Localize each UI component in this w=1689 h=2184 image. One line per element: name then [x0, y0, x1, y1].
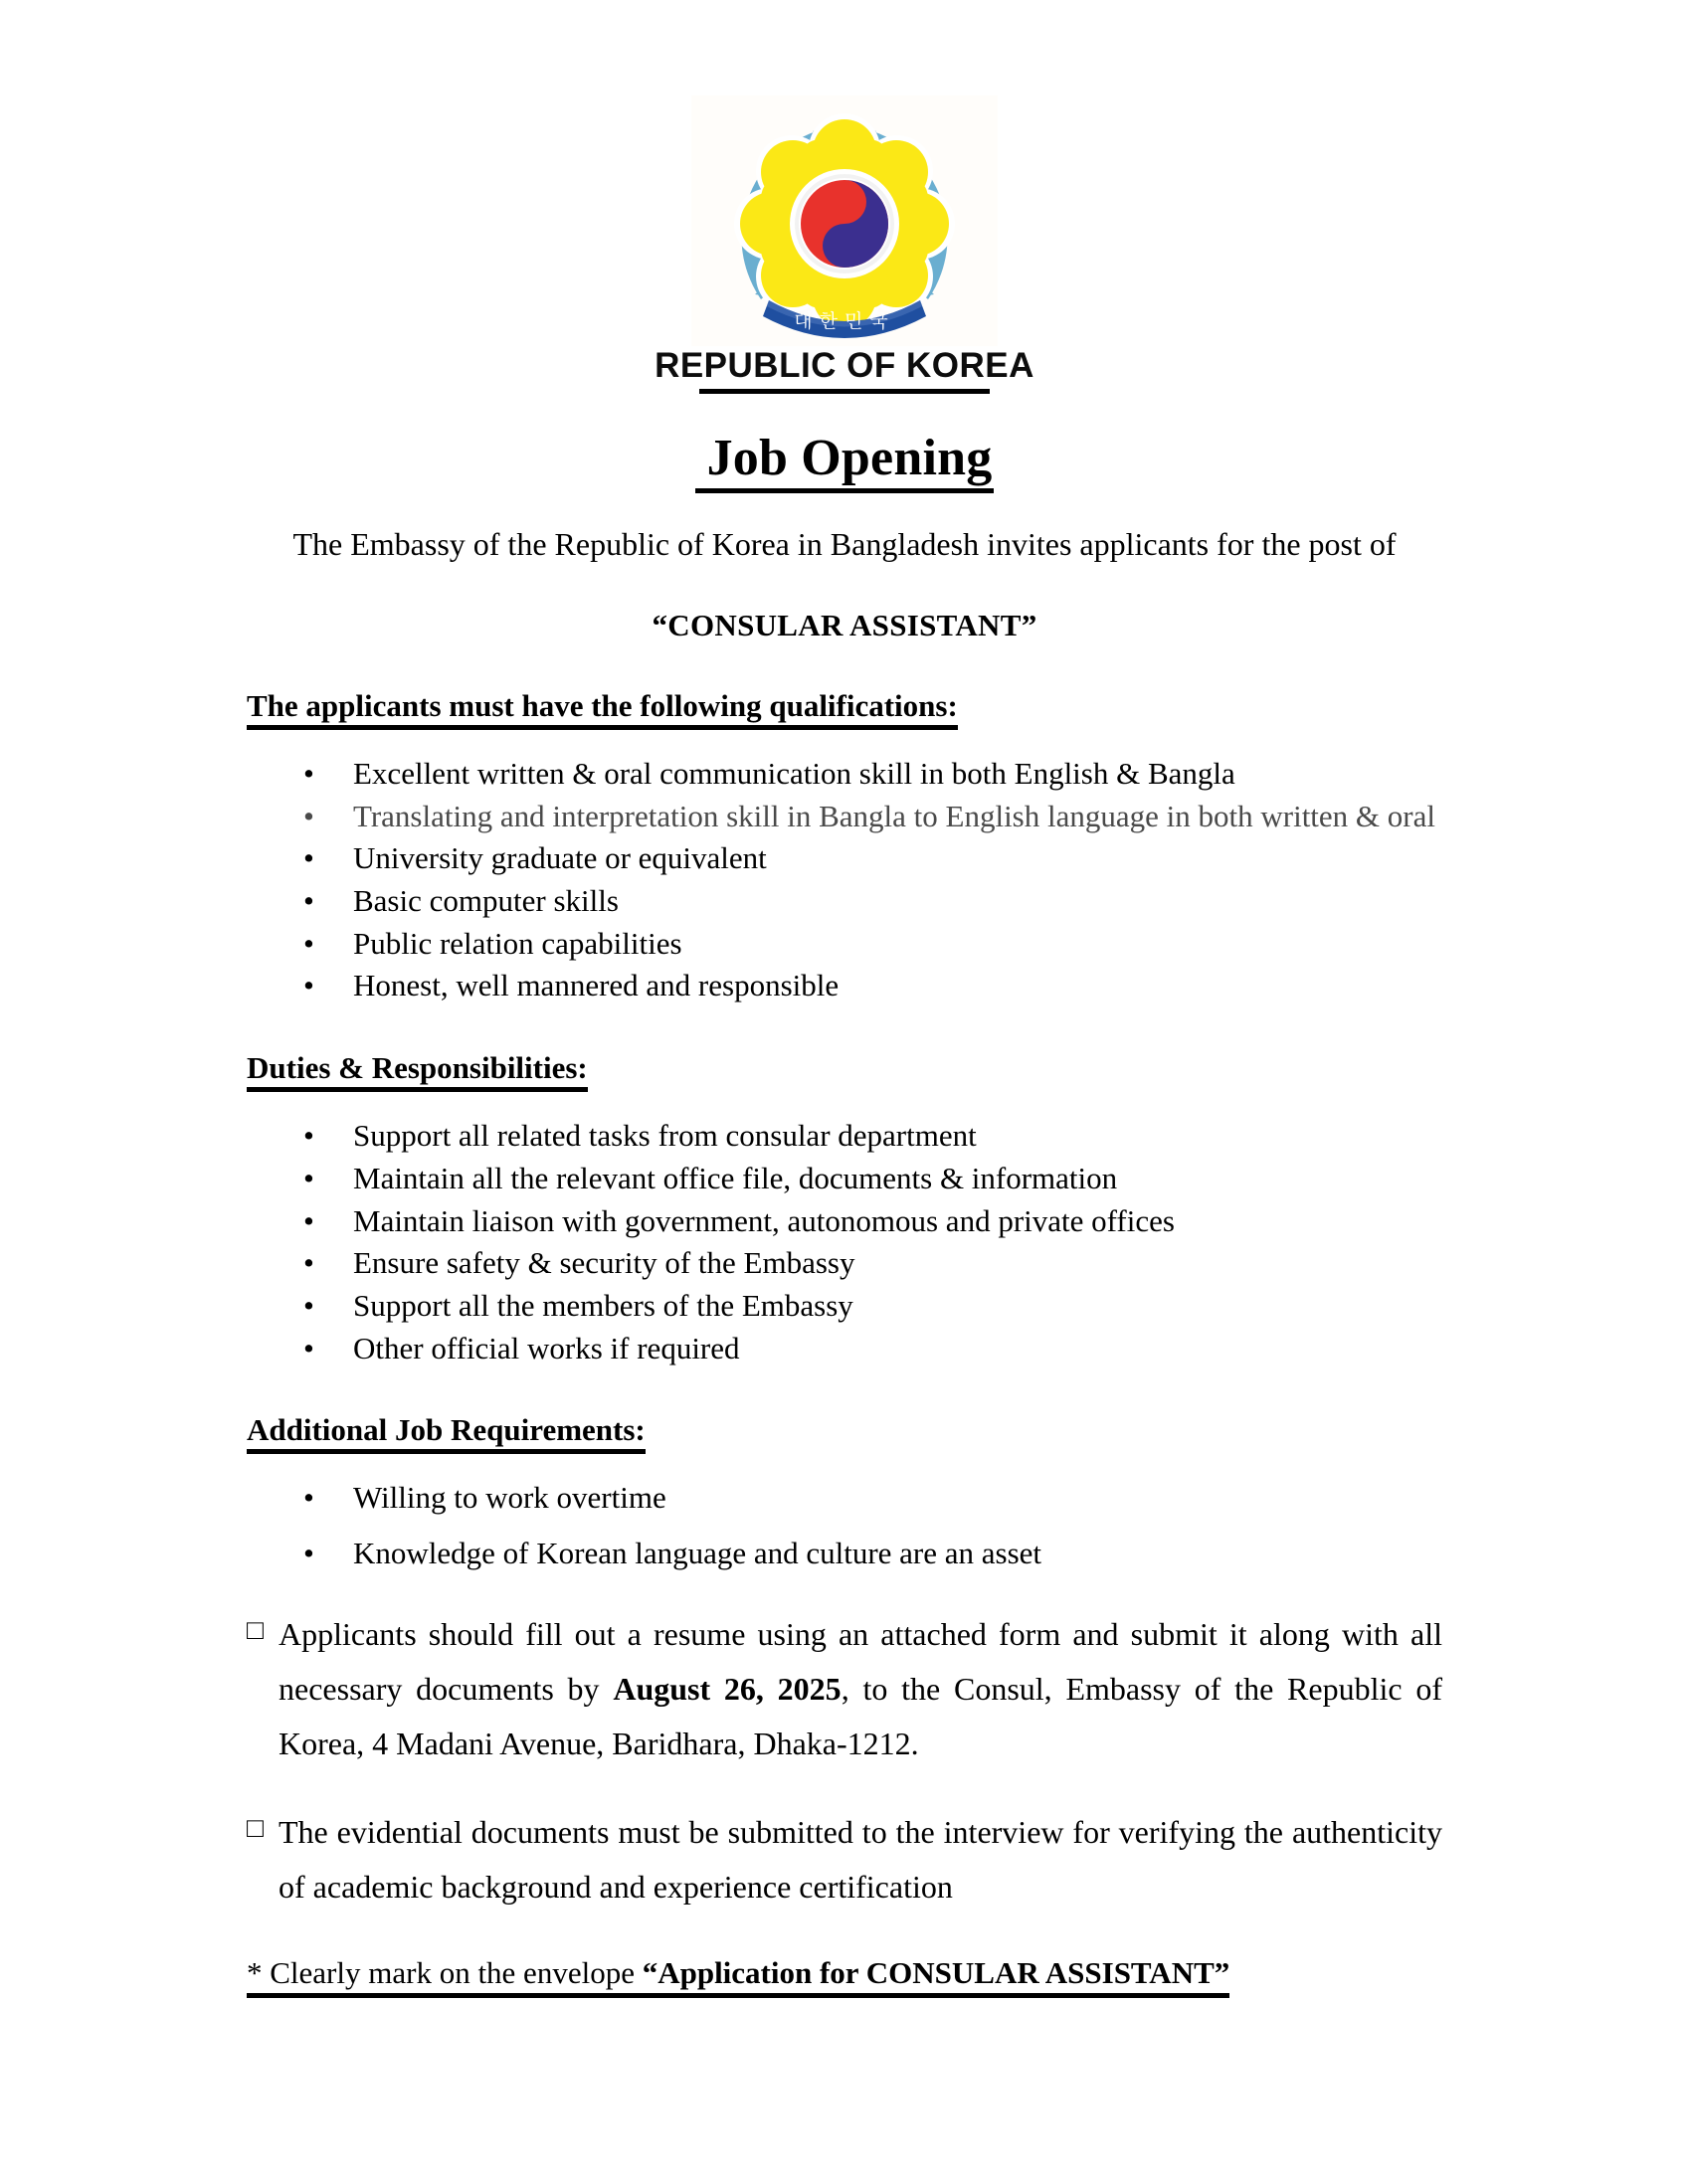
note-text-after: , to the Consul, Embassy of the Republic of Korea, 4 Madani Avenue, Baridhara, Dhaka-1212. — [279, 1670, 1443, 1761]
envelope-note-emphasis: “Application for CONSULAR ASSISTANT” — [642, 1954, 1230, 1990]
note-paragraph-application — [247, 1607, 1442, 1771]
list-item — [247, 924, 1442, 964]
envelope-note-prefix: * Clearly mark on the envelope — [247, 1954, 643, 1990]
bullet-icon: • — [303, 1287, 314, 1323]
list-item — [247, 1286, 1442, 1326]
bullet-icon: • — [303, 840, 314, 876]
list-item-label: Public relation capabilities — [353, 925, 682, 961]
list-item-label: University graduate or equivalent — [353, 840, 767, 876]
note-paragraph-documents — [247, 1805, 1442, 1914]
page-title-text: Job Opening — [695, 430, 995, 493]
list-item — [247, 1116, 1442, 1156]
list-item — [247, 797, 1442, 836]
qualifications-heading-text: The applicants must have the following qualifications: — [247, 688, 958, 730]
document-content — [247, 0, 1442, 1998]
duties-heading-text: Duties & Responsibilities: — [247, 1050, 588, 1092]
bullet-icon: • — [303, 925, 314, 961]
square-bullet-icon: □ — [247, 1812, 264, 1844]
bullet-icon: • — [303, 1118, 314, 1154]
list-item — [247, 1243, 1442, 1283]
bullet-icon: • — [303, 1330, 314, 1365]
list-item-label: Maintain liaison with government, autonomous and private offices — [353, 1202, 1175, 1238]
bullet-icon: • — [303, 968, 314, 1003]
deadline-date: August 26, 2025 — [613, 1670, 842, 1707]
intro-paragraph: The Embassy of the Republic of Korea in Bangladesh invites applicants for the post of — [292, 526, 1397, 563]
bullet-icon: • — [303, 1536, 314, 1571]
list-item — [247, 838, 1442, 878]
list-item-label: Excellent written & oral communication skill in both English & Bangla — [353, 755, 1235, 791]
list-item-label: Support all related tasks from consular department — [353, 1118, 977, 1154]
list-item — [247, 1534, 1442, 1573]
list-item-label: Maintain all the relevant office file, documents & information — [353, 1160, 1118, 1195]
list-item — [247, 1201, 1442, 1241]
list-item — [247, 1159, 1442, 1198]
note-text-before: Applicants should fill out a resume using an attached form and submit it along with all necessary documents by — [279, 1615, 1442, 1707]
list-item — [247, 1329, 1442, 1368]
bullet-icon: • — [303, 1245, 314, 1281]
additional-requirements-list — [247, 1478, 1442, 1572]
envelope-note-underline — [247, 1954, 1229, 1998]
list-item — [247, 1478, 1442, 1518]
bullet-icon: • — [303, 1202, 314, 1238]
envelope-marking-note — [247, 1954, 1442, 1998]
bullet-icon: • — [303, 1160, 314, 1195]
list-item-label: Honest, well mannered and responsible — [353, 968, 840, 1003]
additional-requirements-heading-text: Additional Job Requirements: — [247, 1412, 646, 1454]
additional-requirements-heading — [247, 1411, 1442, 1448]
list-item-label: Ensure safety & security of the Embassy — [353, 1245, 855, 1281]
list-item — [247, 966, 1442, 1005]
emblem-ribbon-text: 대한민국 — [794, 310, 895, 332]
duties-list — [247, 1116, 1442, 1367]
list-item-label: Knowledge of Korean language and culture are an asset — [353, 1536, 1042, 1571]
post-title: “CONSULAR ASSISTANT” — [652, 607, 1037, 642]
qualifications-heading — [247, 687, 1442, 724]
list-item-label: Support all the members of the Embassy — [353, 1287, 853, 1323]
list-item — [247, 754, 1442, 794]
square-bullet-icon: □ — [247, 1614, 264, 1646]
bullet-icon: • — [303, 755, 314, 791]
page-title — [247, 430, 1442, 486]
list-item-label: Willing to work overtime — [353, 1480, 666, 1516]
bullet-icon: • — [303, 1480, 314, 1516]
list-item — [247, 881, 1442, 921]
qualifications-list — [247, 754, 1442, 1005]
list-item-label: Other official works if required — [353, 1330, 740, 1365]
list-item-label: Translating and interpretation skill in Bangla to English language in both written & oral — [353, 798, 1435, 833]
bullet-icon: • — [303, 882, 314, 918]
note-text-before: The evidential documents must be submitted to the interview for verifying the authenticity of academic background and experience certification — [279, 1813, 1442, 1905]
emblem-caption: REPUBLIC OF KOREA — [655, 346, 1034, 385]
list-item-label: Basic computer skills — [353, 882, 619, 918]
bullet-icon: • — [303, 798, 314, 833]
duties-heading — [247, 1049, 1442, 1086]
